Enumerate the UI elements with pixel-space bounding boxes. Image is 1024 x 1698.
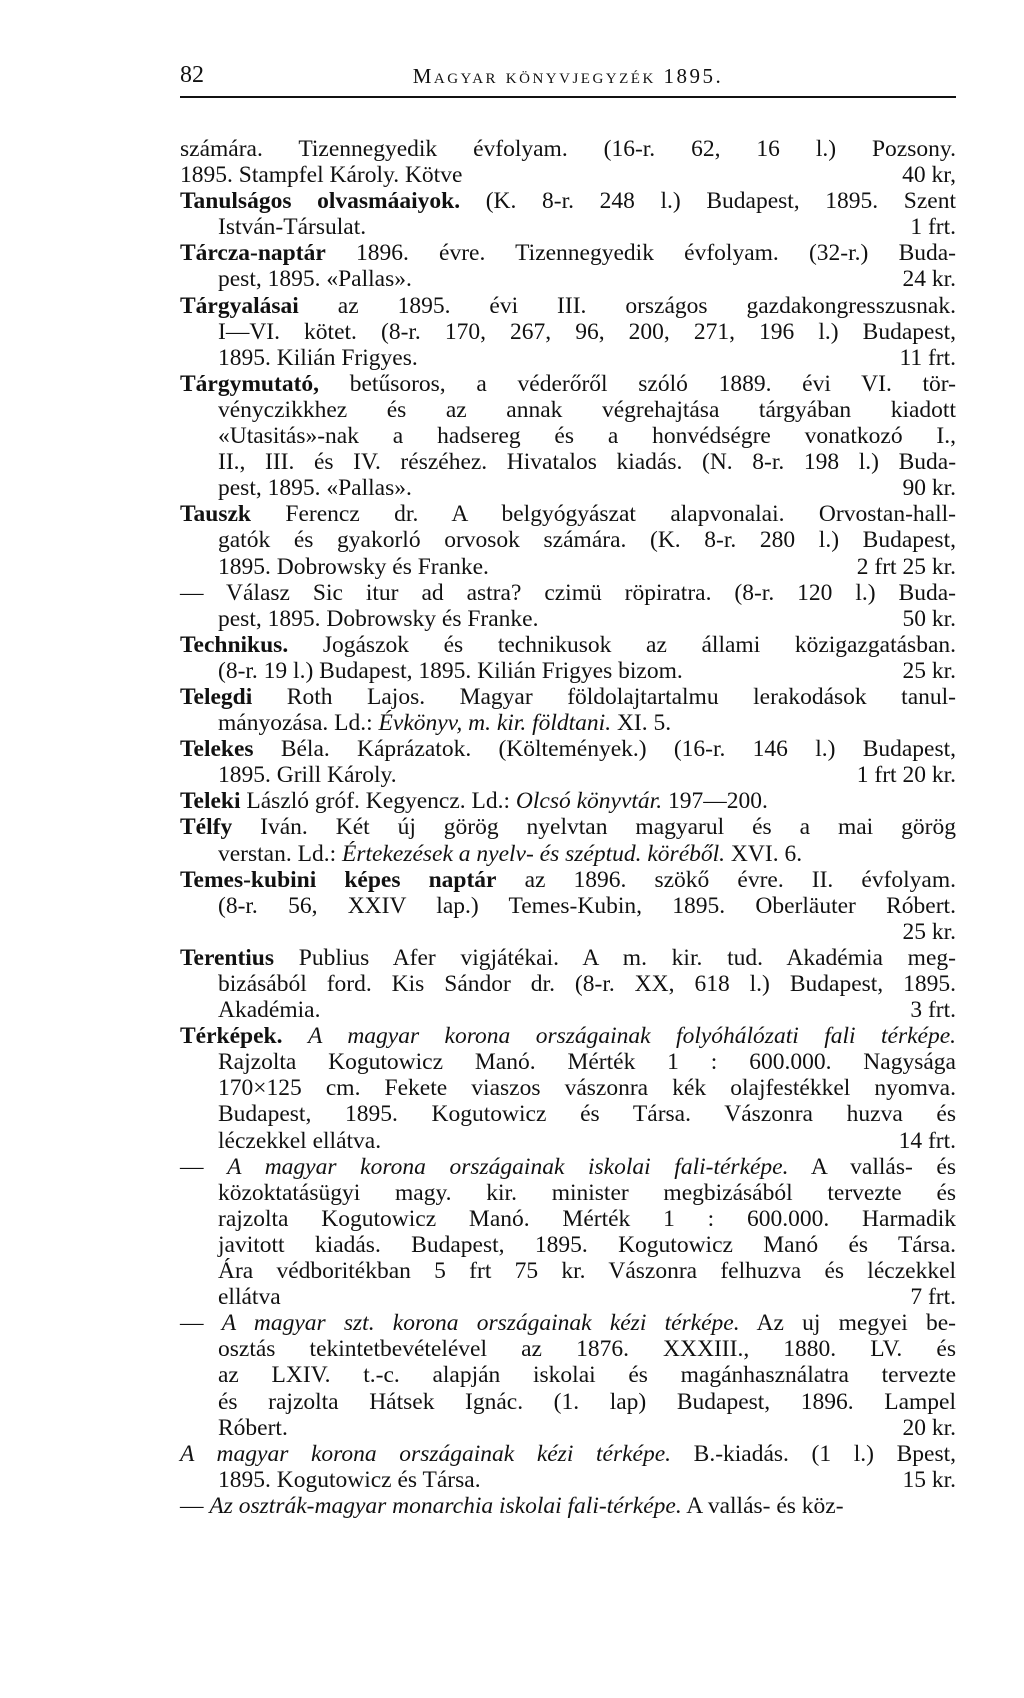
text-line [180, 1362, 956, 1388]
text-segment: léczekkel ellátva. [218, 1127, 382, 1154]
text-line [180, 397, 956, 423]
text-segment: Akadémia. [218, 997, 321, 1024]
text-segment: Róbert. [218, 1414, 288, 1441]
price: 90 kr. [902, 475, 956, 502]
text-line [180, 1049, 956, 1075]
text-line [180, 214, 956, 240]
text-line [180, 1206, 956, 1232]
line-text [218, 1336, 956, 1362]
entry-heading: Tanulságos olvasmáaiyok. [180, 188, 461, 215]
text-segment: közoktatásügyi magy. kir. minister megbizásából tervezte és [218, 1179, 957, 1206]
text-segment: Rajzolta Kogutowicz Manó. Mérték 1 : 600.000. Nagysága [218, 1049, 956, 1076]
series-title: Olcsó könyvtár. [515, 788, 663, 815]
line-text [218, 762, 397, 788]
text-segment: László gróf. Kegyencz. Ld.: [240, 788, 516, 815]
series-title: Értekezések a nyelv- és széptud. köréből. [342, 840, 726, 867]
line-text [180, 736, 956, 762]
text-segment: pest, 1895. Dobrowsky és Franke. [218, 605, 539, 632]
line-text [180, 240, 956, 266]
text-segment: bizásából ford. Kis Sándor dr. (8-r. XX, 618 l.) Budapest, 1895. [218, 971, 957, 997]
text-line [180, 1310, 956, 1336]
text-segment: mányozása. Ld.: [218, 710, 379, 737]
text-segment: A vallás- és köz- [681, 1492, 844, 1519]
line-text [218, 423, 956, 449]
text-line [180, 841, 956, 867]
line-text [218, 1206, 956, 1232]
price: 11 frt. [899, 344, 956, 371]
text-line [180, 423, 956, 449]
text-line [180, 266, 956, 292]
text-line [180, 240, 956, 266]
text-segment: Az uj megyei be- [739, 1310, 957, 1337]
text-segment: (8-r. 56, XXIV lap.) Temes-Kubin, 1895. Oberläuter Róbert. [218, 892, 956, 919]
line-text [218, 397, 956, 423]
line-text [180, 501, 956, 527]
text-segment: Iván. Két új görög nyelvtan magyarul és a mai görög [232, 814, 956, 841]
text-line [180, 136, 956, 162]
line-text [180, 1310, 956, 1336]
text-line [180, 1180, 956, 1206]
price: 14 frt. [898, 1127, 956, 1154]
entry-heading: Télfy [180, 814, 233, 841]
text-segment: 1895. Kilián Frigyes. [218, 344, 418, 371]
line-text [218, 1362, 956, 1388]
text-segment: gatók és gyakorló orvosok számára. (K. 8-r. 280 l.) Budapest, [218, 527, 956, 554]
text-line [180, 632, 956, 658]
text-segment: számára. Tizennegyedik évfolyam. (16-r. 62, 16 l.) Pozsony. [180, 136, 956, 162]
price: 7 frt. [910, 1284, 956, 1311]
line-text [180, 1493, 844, 1519]
text-line [180, 580, 956, 606]
entry-heading: Telekes [180, 736, 254, 763]
text-line [180, 1101, 956, 1127]
text-line [180, 893, 956, 919]
text-segment: osztás tekintetbevételével az 1876. XXXIII., 1880. LV. és [218, 1336, 956, 1363]
text-line [180, 1128, 956, 1154]
line-text [218, 266, 412, 292]
line-text [180, 1441, 956, 1467]
text-segment: 197—200. [662, 788, 768, 815]
text-segment: Béla. Káprázatok. (Költemények.) (16-r. 146 l.) Budapest, [253, 736, 957, 763]
price: 40 kr, [902, 162, 956, 189]
price: 2 frt 25 kr. [856, 553, 956, 580]
line-text [218, 527, 956, 553]
text-line [180, 501, 956, 527]
entry-heading: Tárgymutató, [180, 370, 320, 397]
text-segment: 1895. Kogutowicz és Társa. [218, 1466, 481, 1493]
text-line [180, 554, 956, 580]
line-text [180, 945, 956, 971]
line-text [218, 1258, 956, 1284]
line-text [180, 371, 956, 397]
text-line [180, 658, 956, 684]
series-title: A magyar korona országainak kézi térképe. [180, 1440, 672, 1467]
entry-heading: Technikus. [180, 631, 289, 658]
text-line [180, 1467, 956, 1493]
entry-list [180, 136, 956, 1519]
text-line [180, 345, 956, 371]
line-text [180, 788, 768, 814]
line-text [218, 841, 802, 867]
text-line [180, 293, 956, 319]
page-header [180, 62, 956, 98]
line-text [218, 554, 489, 580]
series-title: A magyar korona országainak folyóhálózati fali térképe. [307, 1023, 957, 1050]
price: 50 kr. [902, 605, 956, 632]
price: 3 frt. [910, 997, 956, 1024]
text-segment: 1895. Dobrowsky és Franke. [218, 553, 489, 580]
text-segment: I—VI. kötet. (8-r. 170, 267, 96, 200, 271, 196 l.) Budapest, [218, 318, 957, 345]
text-segment: rajzolta Kogutowicz Manó. Mérték 1 : 600.000. Harmadik [218, 1205, 957, 1232]
text-line [180, 1023, 956, 1049]
entry-heading: Térképek. [180, 1023, 283, 1050]
line-text [218, 1075, 956, 1101]
series-title: A magyar szt. korona országainak kézi térképe. [221, 1310, 740, 1337]
line-text [218, 606, 538, 632]
text-segment: B.-kiadás. (1 l.) Bpest, [671, 1440, 957, 1467]
text-line [180, 527, 956, 553]
text-line [180, 371, 956, 397]
price: 25 kr. [902, 918, 956, 945]
text-line [180, 449, 956, 475]
text-segment: — [180, 1492, 210, 1519]
text-line [180, 997, 956, 1023]
text-segment: — [180, 1310, 222, 1337]
text-line [180, 1258, 956, 1284]
text-line [180, 814, 956, 840]
text-segment: «Utasitás»-nak a hadsereg és a honvédségre vonatkozó I., [218, 423, 956, 450]
text-segment: Publius Afer vigjátékai. A m. kir. tud. Akadémia meg- [274, 944, 956, 971]
text-line [180, 762, 956, 788]
text-segment: verstan. Ld.: [218, 840, 342, 867]
text-segment: II., III. és IV. részéhez. Hivatalos kiadás. (N. 8-r. 198 l.) Buda- [218, 449, 957, 476]
price: 15 kr. [902, 1466, 956, 1493]
line-text [218, 1128, 381, 1154]
line-text [218, 475, 412, 501]
line-text [218, 214, 366, 240]
text-segment: (K. 8-r. 248 l.) Budapest, 1895. Szent [460, 188, 957, 215]
line-text [180, 1154, 956, 1180]
line-text [218, 658, 683, 684]
text-segment: — [180, 1153, 228, 1180]
entry-heading: Teleki [180, 788, 241, 815]
line-text [180, 867, 956, 893]
text-segment [282, 1023, 307, 1049]
series-title: Az osztrák-magyar monarchia iskolai fali-térképe. [209, 1492, 682, 1519]
series-title: Évkönyv, m. kir. földtani. [378, 710, 612, 737]
line-text [218, 1232, 956, 1258]
line-text [218, 971, 956, 997]
entry-heading: Terentius [180, 944, 275, 971]
entry-heading: Tárgyalásai [180, 292, 299, 319]
text-line [180, 710, 956, 736]
line-text [180, 632, 956, 658]
text-segment: 1895. Stampfel Károly. Kötve [180, 162, 463, 189]
text-line [180, 162, 956, 188]
text-line [180, 1154, 956, 1180]
line-text [180, 684, 956, 710]
entry-heading: Tárcza-naptár [180, 240, 326, 267]
line-text [218, 1415, 288, 1441]
line-text [218, 1049, 956, 1075]
line-text [180, 580, 956, 606]
line-text [218, 1284, 281, 1310]
price: 1 frt 20 kr. [856, 762, 956, 789]
price: 24 kr. [902, 266, 956, 293]
text-segment: XI. 5. [611, 710, 672, 737]
page-number: 82 [180, 62, 204, 88]
line-text [218, 345, 418, 371]
text-line [180, 971, 956, 997]
text-segment: az LXIV. t.-c. alapján iskolai és magánhasználatra tervezte [218, 1362, 956, 1389]
line-text [218, 1467, 481, 1493]
price: 1 frt. [910, 214, 956, 241]
series-title: A magyar korona országainak iskolai fali-térképe. [227, 1153, 789, 1180]
entry-heading: Telegdi [180, 683, 253, 710]
text-segment: az 1895. évi III. országos gazdakongresszusnak. [298, 292, 956, 319]
text-segment: (8-r. 19 l.) Budapest, 1895. Kilián Frigyes bizom. [218, 657, 683, 684]
line-text [218, 893, 956, 919]
text-line [180, 1232, 956, 1258]
line-text [180, 188, 956, 214]
text-line [180, 736, 956, 762]
text-line [180, 319, 956, 345]
text-segment: A vallás- és [788, 1153, 956, 1180]
text-segment: Jogászok és technikusok az állami közigazgatásban. [288, 631, 957, 658]
price: 25 kr. [902, 657, 956, 684]
text-segment: vényczikkhez és az annak végrehajtása tárgyában kiadott [218, 396, 956, 423]
text-segment: XVI. 6. [725, 840, 803, 867]
running-title: Magyar könyvjegyzék 1895. [412, 64, 724, 88]
text-line [180, 606, 956, 632]
line-text [218, 1389, 956, 1415]
text-segment: betűsoros, a véderőről szóló 1889. évi VI. tör- [319, 370, 956, 397]
line-text [218, 449, 956, 475]
text-segment: Ára védboritékban 5 frt 75 kr. Vászonra felhuzva és léczekkel [218, 1258, 957, 1285]
line-text [180, 162, 462, 188]
text-segment: 170×125 cm. Fekete viaszos vászonra kék olajfestékkel nyomva. [218, 1075, 956, 1102]
text-segment: pest, 1895. «Pallas». [218, 475, 412, 502]
text-segment: István-Társulat. [218, 214, 367, 241]
text-segment: ellátva [218, 1284, 281, 1311]
entry-heading: Temes-kubini képes naptár [180, 866, 497, 893]
text-line [180, 919, 956, 945]
text-segment: 1895. Grill Károly. [218, 762, 397, 789]
text-segment: javitott kiadás. Budapest, 1895. Kogutowicz Manó és Társa. [218, 1231, 957, 1258]
text-line [180, 1284, 956, 1310]
text-line [180, 475, 956, 501]
text-line [180, 867, 956, 893]
text-line [180, 684, 956, 710]
text-segment: — Válasz Sic itur ad astra? czimü röpiratra. (8-r. 120 l.) Buda- [180, 579, 956, 606]
text-line [180, 1441, 956, 1467]
text-segment: Budapest, 1895. Kogutowicz és Társa. Vászonra huzva és [218, 1101, 957, 1128]
text-segment: Ferencz dr. A belgyógyászat alapvonalai. Orvostan-hall- [250, 501, 956, 528]
text-line [180, 1075, 956, 1101]
text-line [180, 1493, 956, 1519]
line-text [218, 710, 671, 736]
entry-heading: Tauszk [180, 501, 251, 528]
text-segment: pest, 1895. «Pallas». [218, 266, 412, 293]
text-line [180, 188, 956, 214]
text-line [180, 1336, 956, 1362]
line-text [218, 1101, 956, 1127]
text-segment: az 1896. szökő évre. II. évfolyam. [496, 866, 957, 893]
line-text [180, 293, 956, 319]
line-text [218, 1180, 956, 1206]
text-segment: Roth Lajos. Magyar földolajtartalmu lerakodások tanul- [252, 683, 956, 710]
text-line [180, 1415, 956, 1441]
line-text [218, 997, 320, 1023]
text-line [180, 788, 956, 814]
line-text [180, 136, 956, 162]
text-line [180, 945, 956, 971]
line-text [180, 814, 956, 840]
text-line [180, 1389, 956, 1415]
line-text [180, 1023, 956, 1049]
line-text [218, 319, 956, 345]
text-segment: és rajzolta Hátsek Ignác. (1. lap) Budapest, 1896. Lampel [218, 1388, 956, 1415]
price: 20 kr. [902, 1414, 956, 1441]
text-segment: 1896. évre. Tizennegyedik évfolyam. (32-r.) Buda- [325, 240, 956, 267]
